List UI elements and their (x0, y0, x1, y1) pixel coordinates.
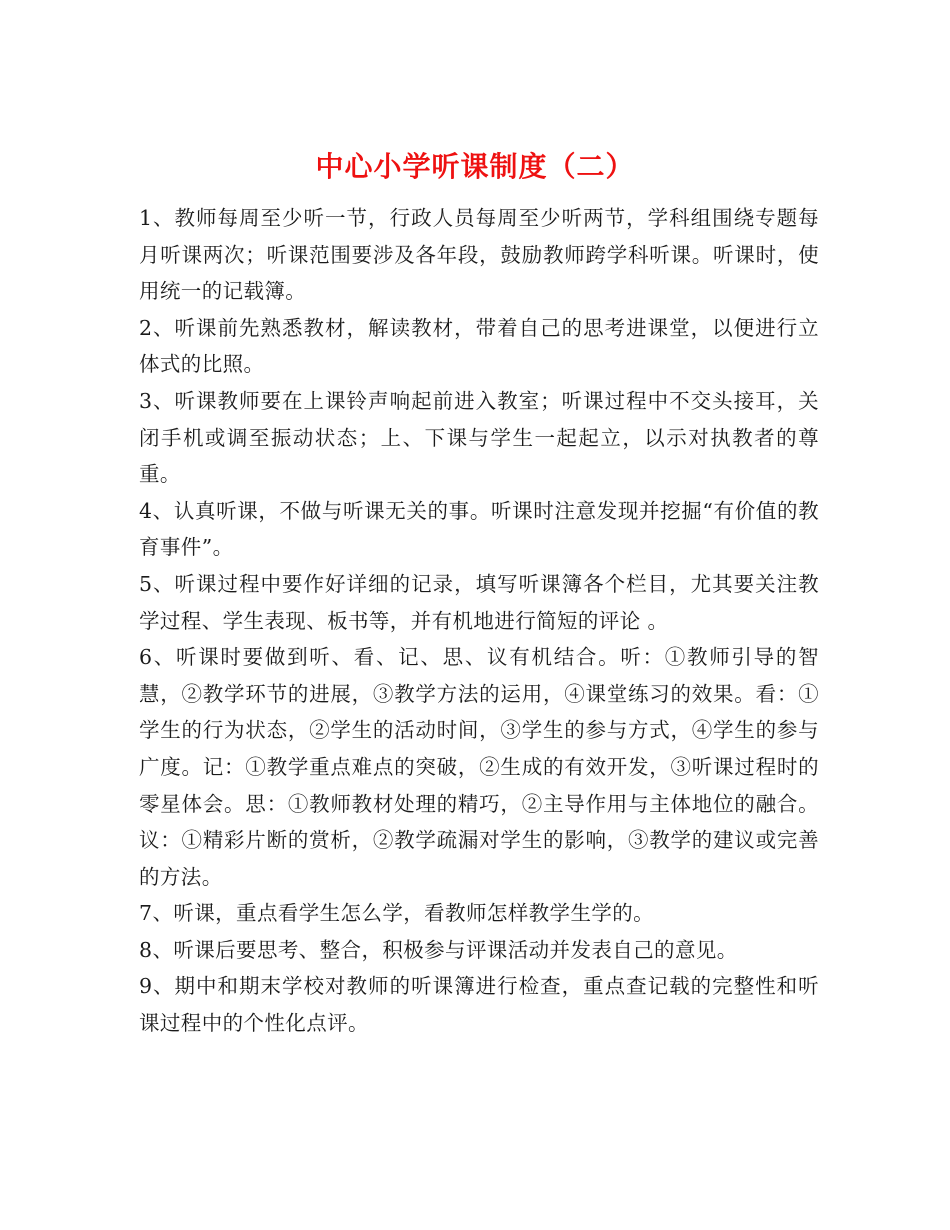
rule-item-3: 3、听课教师要在上课铃声响起前进入教室；听课过程中不交头接耳，关闭手机或调至振动状态；上、下课与学生一起起立，以示对执教者的尊重。 (139, 388, 819, 487)
rule-item-2: 2、听课前先熟悉教材，解读教材，带着自己的思考进课堂，以便进行立体式的比照。 (139, 315, 819, 377)
document-title: 中心小学听课制度（二） (315, 149, 635, 183)
rule-item-7: 7、听课，重点看学生怎么学，看教师怎样教学生学的。 (139, 901, 655, 926)
rule-item-1: 1、教师每周至少听一节，行政人员每周至少听两节，学科组围绕专题每月听课两次；听课范围要涉及各年段，鼓励教师跨学科听课。听课时，使用统一的记载簿。 (139, 206, 819, 304)
rule-item-5: 5、听课过程中要作好详细的记录，填写听课簿各个栏目，尤其要关注教学过程、学生表现、板书等，并有机地进行简短的评论 。 (139, 571, 819, 633)
rule-item-4: 4、认真听课，不做与听课无关的事。听课时注意发现并挖掘“有价值的教育事件”。 (139, 498, 819, 560)
rule-item-9: 9、期中和期末学校对教师的听课簿进行检查，重点查记载的完整性和听课过程中的个性化点评。 (139, 974, 819, 1036)
rule-item-8: 8、听课后要思考、整合，积极参与评课活动并发表自己的意见。 (139, 937, 738, 962)
document-body (139, 200, 819, 1042)
rule-item-6: 6、听课时要做到听、看、记、思、议有机结合。听：①教师引导的智慧，②教学环节的进展，③教学方法的运用，④课堂练习的效果。看：①学生的行为状态，②学生的活动时间，③学生的参与方式，④学生的参与广度。记：①教学重点难点的突破，②生成的有效开发，③听课过程时的零星体会。思：①教师教材处理的精巧，②主导作用与主体地位的融合。议：①精彩片断的赏析，②教学疏漏对学生的影响，③教学的建议或完善的方法。 (139, 645, 819, 889)
